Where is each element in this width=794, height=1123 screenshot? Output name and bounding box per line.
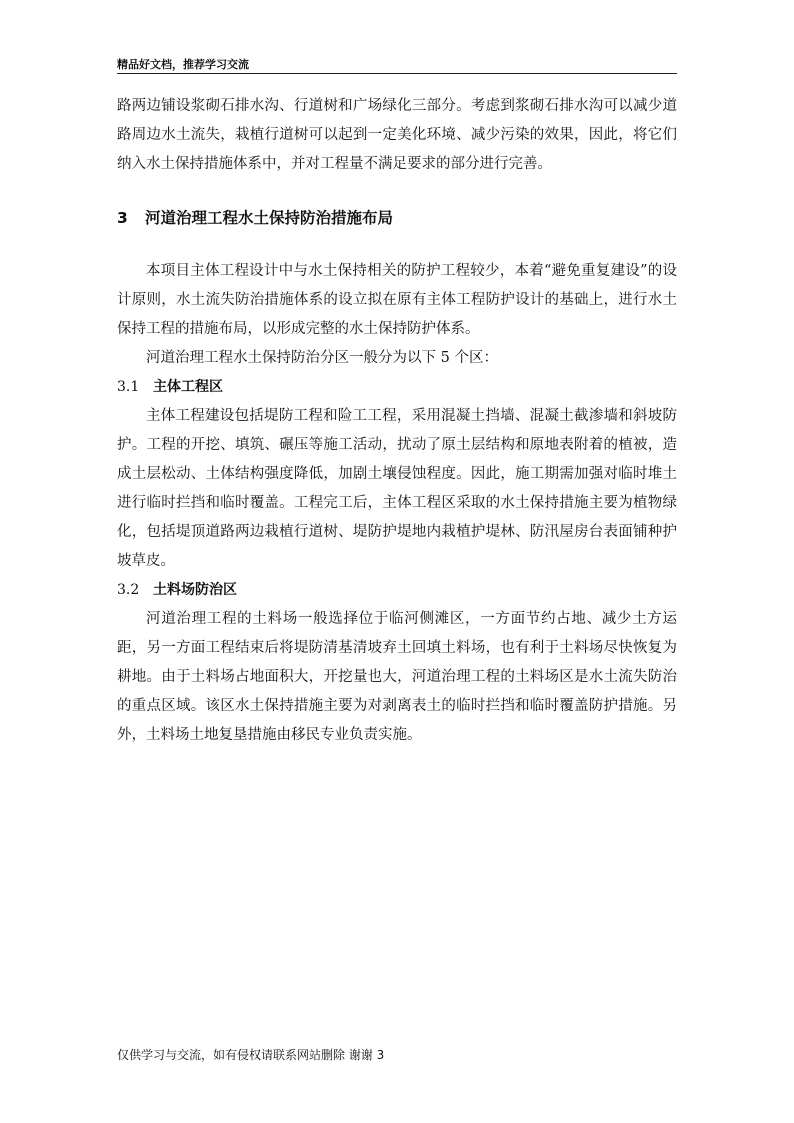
page-footer: 仅供学习与交流，如有侵权请联系网站删除 谢谢 3 — [117, 1048, 385, 1062]
subsection-title: 土料场防治区 — [153, 582, 237, 598]
paragraph-borrow-area: 河道治理工程的土料场一般选择位于临河侧滩区，一方面节约占地、减少土方运距，另一方面工程结束后将堤防清基清坡弃土回填土料场，也有利于土料场尽快恢复为耕地。由于土料场占地面积大，开挖量也大，河道治理工程的土料场区是水土流失防治的重点区域。该区水土保持措施主要为对剥离表土的临时拦挡和临时覆盖防护措施。另外，土料场土地复垦措施由移民专业负责实施。 — [117, 611, 677, 743]
document-body — [117, 92, 677, 750]
paragraph-principle: 本项目主体工程设计中与水土保持相关的防护工程较少，本着“避免重复建设”的设计原则，水土流失防治措施体系的设立拟在原有主体工程防护设计的基础上，进行水土保持工程的措施布局，以形成完整的水土保持防护体系。 — [117, 263, 677, 337]
subsection-heading-3-2 — [117, 576, 677, 605]
subsection-number: 3.1 — [117, 379, 140, 395]
section-heading-3 — [117, 203, 677, 233]
page-header: 精品好文档，推荐学习交流 — [117, 58, 249, 71]
section-title: 河道治理工程水土保持防治措施布局 — [145, 209, 394, 227]
subsection-title: 主体工程区 — [153, 379, 223, 395]
subsection-number: 3.2 — [117, 582, 140, 598]
section-number: 3 — [117, 209, 128, 227]
paragraph-intro: 路两边铺设浆砌石排水沟、行道树和广场绿化三部分。考虑到浆砌石排水沟可以减少道路周边水土流失，栽植行道树可以起到一定美化环境、减少污染的效果，因此，将它们纳入水土保持措施体系中，并对工程量不满足要求的部分进行完善。 — [117, 98, 677, 172]
header-divider — [117, 73, 677, 74]
subsection-heading-3-1 — [117, 373, 677, 402]
paragraph-main-works: 主体工程建设包括堤防工程和险工工程，采用混凝土挡墙、混凝土截渗墙和斜坡防护。工程的开挖、填筑、碾压等施工活动，扰动了原土层结构和原地表附着的植被，造成土层松动、土体结构强度降低，加剧土壤侵蚀程度。因此，施工期需加强对临时堆土进行临时拦挡和临时覆盖。工程完工后，主体工程区采取的水土保持措施主要为植物绿化，包括堤顶道路两边栽植行道树、堤防护堤地内栽植护堤林、防汛屋房台表面铺种护坡草皮。 — [117, 408, 677, 569]
paragraph-zones: 河道治理工程水土保持防治分区一般分为以下 5 个区： — [146, 350, 498, 366]
